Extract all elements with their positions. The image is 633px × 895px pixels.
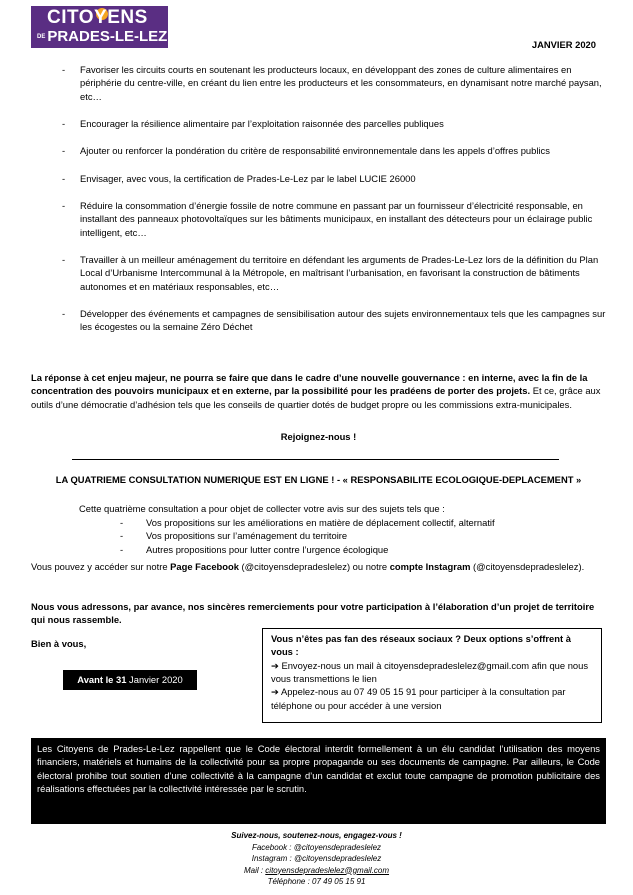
dash-icon: - xyxy=(62,308,66,320)
list-item xyxy=(62,117,607,130)
infobox-title-text: Vous n’êtes pas fan des réseaux sociaux ? Deux options s’offrent à vous : xyxy=(271,633,571,658)
list-item xyxy=(62,63,607,103)
access-text-3: (@citoyensdepradeslelez). xyxy=(470,561,585,572)
deadline-badge xyxy=(63,670,197,690)
list-item xyxy=(62,144,607,157)
list-item-text: Travailler à un meilleur aménagement du territoire en défendant les arguments de Prades-Le-Lez lors de la définition du Plan Local d’Urbanisme Intercommunal à la Métropole, en maîtrisant l’urbanisation, en favorisant la construction de bâtiments autonomes et en matériaux responsables, etc… xyxy=(80,254,599,292)
consultation-title xyxy=(31,473,606,486)
consultation-intro: Cette quatrième consultation a pour objet de collecter votre avis sur des sujets tels que : xyxy=(79,503,445,514)
footer-mail-link[interactable]: citoyensdepradeslelez@gmail.com xyxy=(265,865,390,875)
instagram-account-link[interactable]: compte Instagram xyxy=(389,561,471,572)
thanks-paragraph xyxy=(31,600,606,627)
dash-icon: - xyxy=(62,254,66,266)
list-item-text: Vos propositions sur les améliorations en matière de déplacement collectif, alternatif xyxy=(146,517,495,528)
list-item-text: Autres propositions pour lutter contre l’urgence écologique xyxy=(146,543,389,555)
join-us xyxy=(31,430,606,443)
join-us-text: Rejoignez-nous ! xyxy=(280,431,357,442)
contact-options-box xyxy=(262,628,602,723)
logo-town: PRADES-LE-LEZ xyxy=(47,28,168,45)
deadline-suffix: Janvier 2020 xyxy=(126,674,183,685)
access-text-2: (@citoyensdepradeslelez) ou notre xyxy=(238,561,390,572)
list-item xyxy=(120,516,606,529)
list-item-text: Développer des événements et campagnes de sensibilisation autour des sujets environnementaux tels que les campagnes sur les écogestes ou la semaine Zéro Déchet xyxy=(80,308,606,333)
logo-line1: CITOYENS xyxy=(47,7,148,28)
dash-icon: - xyxy=(120,530,124,542)
list-item-text: Favoriser les circuits courts en soutenant les producteurs locaux, en développant des zones de culture alimentaires en périphérie du centre-ville, en créant du lien entre les producteurs et les consommateurs, en dynamisant notre marché paysan, etc… xyxy=(80,64,602,102)
consultation-title-text: LA QUATRIEME CONSULTATION NUMERIQUE EST EN LIGNE ! - « RESPONSABILITE ECOLOGIQUE-DEPLACEMENT » xyxy=(55,474,582,485)
footer xyxy=(0,830,633,888)
list-item xyxy=(62,307,607,334)
deadline-day: 31 xyxy=(116,674,127,685)
facebook-page-link[interactable]: Page Facebook xyxy=(170,561,239,572)
list-item-text: Réduire la consommation d’énergie fossile de notre commune en passant par un fournisseur d’électricité responsable, en installant des panneaux photovoltaïques sur les bâtiments municipaux, en installant des détecteurs pour un éclairage public intelligent, etc… xyxy=(80,200,593,238)
access-text-1: Vous pouvez y accéder sur notre xyxy=(31,561,171,572)
legal-notice: Les Citoyens de Prades-Le-Lez rappellent que le Code électoral interdit formellement à un élu candidat l’utilisation des moyens financiers, matériels et humains de la collectivité pour sa propre propagande ou ses documents de campagne. Par ailleurs, le Code électoral prohibe tout soutien d’une collectivité à la campagne d’un candidat et exclut toute campagne de promotion publicitaire des réalisations effectuées par la collectivité intéressée par le scrutin. xyxy=(31,738,606,824)
access-paragraph xyxy=(31,560,606,573)
footer-instagram[interactable]: Instagram : @citoyensdepradeslelez xyxy=(251,854,382,863)
dash-icon: - xyxy=(120,517,124,528)
list-item xyxy=(62,172,607,185)
list-item-text: Envisager, avec vous, la certification de Prades-Le-Lez par le label LUCIE 26000 xyxy=(80,172,416,184)
governance-paragraph xyxy=(31,371,606,411)
dash-icon: - xyxy=(62,118,66,130)
footer-facebook[interactable]: Facebook : @citoyensdepradeslelez xyxy=(251,842,382,852)
divider xyxy=(72,459,559,460)
logo-de: DE xyxy=(37,34,46,41)
list-item-text: Ajouter ou renforcer la pondération du critère de responsabilité environnementale dans les appels d’offres publics xyxy=(80,145,550,157)
list-item xyxy=(62,199,607,239)
email-option[interactable]: ➔ Envoyez-nous un mail à citoyensdepradeslelez@gmail.com afin que nous vous transmettions le lien xyxy=(271,659,589,685)
governance-bold: La réponse à cet enjeu majeur, ne pourra se faire que dans le cadre d’une nouvelle gouvernance : en interne, avec la fin de la concentration des pouvoirs municipaux et en externe, par la possibilité pour les pradéens de porter des projets. xyxy=(31,372,588,397)
list-item xyxy=(120,529,606,542)
footer-mail-label: Mail : xyxy=(243,865,266,875)
consultation-topics xyxy=(31,516,606,556)
list-item xyxy=(120,543,606,556)
deadline-prefix: Avant le xyxy=(77,674,116,685)
logo-line2 xyxy=(37,28,167,46)
footer-phone[interactable]: Téléphone : 07 49 05 15 91 xyxy=(267,877,366,886)
phone-option[interactable]: ➔ Appelez-nous au 07 49 05 15 91 pour participer à la consultation par téléphone ou pour accéder à une version xyxy=(271,686,566,711)
list-item-text: Vos propositions sur l’aménagement du territoire xyxy=(146,530,348,542)
dash-icon: - xyxy=(62,145,66,157)
dash-icon: - xyxy=(62,64,66,75)
footer-mail xyxy=(0,865,633,877)
thanks-text: Nous vous adressons, par avance, nos sincères remerciements pour votre participation à l’élaboration d’un projet de territoire qui nous rassemble. xyxy=(31,601,595,626)
proposals-list xyxy=(62,63,607,348)
dash-icon: - xyxy=(62,172,66,184)
infobox-title xyxy=(271,632,593,659)
footer-slogan xyxy=(0,830,633,842)
document-date: JANVIER 2020 xyxy=(531,39,596,50)
farewell-text: Bien à vous, xyxy=(31,638,87,649)
logo xyxy=(31,6,168,48)
governance-normal: Et ce, grâce aux outils d’une démocratie d’adhésion tels que les conseils de quartier dotés de budget propre ou les commissions extra-municipales. xyxy=(31,385,601,410)
list-item xyxy=(62,253,607,293)
list-item-text: Encourager la résilience alimentaire par l’exploitation raisonnée des parcelles publiques xyxy=(80,118,444,130)
dash-icon: - xyxy=(62,200,66,212)
dash-icon: - xyxy=(120,543,124,555)
footer-slogan-text: Suivez-nous, soutenez-nous, engagez-vous ! xyxy=(231,831,402,840)
